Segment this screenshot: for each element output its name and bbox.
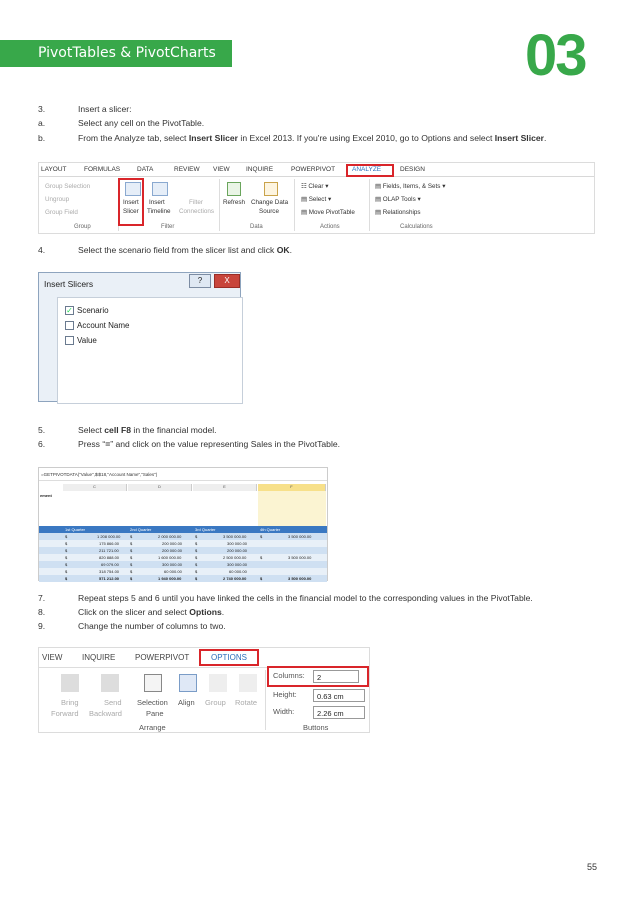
table-row: $ 1 208 000.00 $ 2 000 000.00 $ 3 500 000.00 $ 3 500 000.00 — [39, 533, 327, 540]
clear-button[interactable]: ☷ Clear ▾ — [301, 183, 329, 190]
header-q3: 3rd Quarter — [195, 527, 216, 532]
value-label: Value — [77, 336, 97, 345]
refresh-icon — [227, 182, 241, 196]
bring-forward-button[interactable]: Forward — [51, 709, 79, 718]
tab-review[interactable]: REVIEW — [174, 166, 200, 173]
table-row: $ 211 721.00 $ 200 000.00 $ 200 000.00 — [39, 547, 327, 554]
help-button[interactable]: ? — [189, 274, 211, 288]
ribbon-tab-bar — [39, 163, 594, 177]
insert-timeline-line1[interactable]: Insert — [149, 199, 165, 206]
send-backward-button[interactable]: Backward — [89, 709, 122, 718]
financial-model-spreadsheet — [38, 467, 328, 581]
account-name-label: Account Name — [77, 321, 130, 330]
insert-timeline-line2[interactable]: Timeline — [147, 208, 171, 215]
selection-pane-line1: Selection — [137, 698, 168, 707]
width-input[interactable]: 2.26 cm — [313, 706, 365, 719]
header-q2: 2nd Quarter — [130, 527, 152, 532]
columns-highlight — [267, 666, 369, 687]
table-row: $ 318 754.00 $ 60 000.00 $ 60 000.00 — [39, 568, 327, 575]
close-button[interactable]: X — [214, 274, 240, 288]
column-header-d: D — [128, 484, 192, 491]
table-row: $ 69 079.00 $ 300 000.00 $ 300 000.00 — [39, 561, 327, 568]
tab-options[interactable]: OPTIONS — [211, 653, 248, 662]
align-icon — [179, 674, 197, 692]
slicer-options-ribbon-screenshot — [38, 647, 370, 733]
section-header-bar — [0, 40, 232, 67]
tab-inquire[interactable]: INQUIRE — [82, 653, 116, 662]
height-label: Height: — [273, 690, 297, 699]
account-name-checkbox[interactable] — [65, 321, 74, 330]
change-data-source-icon — [264, 182, 278, 196]
group-selection-button[interactable]: Group Selection — [45, 183, 91, 190]
analyze-ribbon-screenshot — [38, 162, 595, 234]
selection-pane-button[interactable]: Pane — [146, 709, 164, 718]
insert-slicer-line2: Slicer — [123, 208, 139, 215]
tab-powerpivot[interactable]: POWERPIVOT — [291, 166, 336, 173]
divider — [219, 179, 220, 231]
olap-tools-button[interactable]: ▤ OLAP Tools ▾ — [375, 196, 421, 203]
tab-formulas[interactable]: FORMULAS — [84, 166, 121, 173]
timeline-icon — [152, 182, 168, 196]
section-title: PivotTables & PivotCharts — [38, 45, 216, 61]
table-row: $ 820 888.00 $ 1 600 000.00 $ 2 500 000.00 $ 3 500 000.00 — [39, 554, 327, 561]
table-row: $ 175 866.00 $ 200 000.00 $ 300 000.00 — [39, 540, 327, 547]
table-row: $ 571 212.00 $ 1 940 000.00 $ 2 740 000.00 $ 3 500 000.00 — [39, 575, 327, 582]
align-button[interactable]: Align — [178, 698, 195, 707]
tab-inquire[interactable]: INQUIRE — [246, 166, 274, 173]
insert-slicer-button[interactable] — [118, 178, 144, 226]
group-icon — [209, 674, 227, 692]
data-label: Data — [250, 224, 263, 230]
group-label: Group — [74, 224, 91, 230]
group-button[interactable]: Group — [205, 698, 226, 707]
send-backward-line1: Send — [104, 698, 122, 707]
select-button[interactable]: ▤ Select ▾ — [301, 196, 332, 203]
analyze-tab-highlight — [346, 164, 394, 177]
columns-input[interactable]: 2 — [313, 670, 359, 683]
rotate-button[interactable]: Rotate — [235, 698, 258, 707]
change-data-source-line2[interactable]: Source — [259, 208, 279, 215]
filter-connections-line1[interactable]: Filter — [189, 199, 203, 206]
width-label: Width: — [273, 707, 295, 716]
tab-view[interactable]: VIEW — [42, 653, 63, 662]
rotate-icon — [239, 674, 257, 692]
tab-layout[interactable]: LAYOUT — [41, 166, 67, 173]
scenario-label: Scenario — [77, 306, 109, 315]
tab-design[interactable]: DESIGN — [400, 166, 425, 173]
header-q4: 4th Quarter — [260, 527, 281, 532]
send-backward-icon — [101, 674, 119, 692]
page-number: 55 — [587, 862, 598, 872]
insert-slicers-dialog — [38, 272, 241, 402]
tab-powerpivot[interactable]: POWERPIVOT — [135, 653, 190, 662]
column-header-f: F — [258, 484, 326, 491]
filter-label: Filter — [161, 224, 175, 230]
calculations-label: Calculations — [400, 224, 433, 230]
group-field-button[interactable]: Group Field — [45, 209, 78, 216]
value-checkbox[interactable] — [65, 336, 74, 345]
buttons-label: Buttons — [303, 723, 329, 732]
selection-pane-icon — [144, 674, 162, 692]
ungroup-button[interactable]: Ungroup — [45, 196, 70, 203]
tab-data[interactable]: DATA — [137, 166, 154, 173]
filter-connections-line2[interactable]: Connections — [179, 208, 215, 215]
tab-view[interactable]: VIEW — [213, 166, 230, 173]
dialog-title: Insert Slicers — [44, 279, 94, 289]
relationships-button[interactable]: ▤ Relationships — [375, 209, 421, 216]
formula-bar[interactable]: =GETPIVOTDATA("Value",$I$18,"Account Name","Sales") — [39, 468, 327, 481]
chapter-number: 03 — [525, 23, 586, 88]
arrange-label: Arrange — [139, 723, 166, 732]
tab-analyze[interactable]: ANALYZE — [352, 166, 382, 173]
columns-label: Columns: — [273, 671, 305, 680]
insert-slicer-line1: Insert — [123, 199, 139, 206]
divider — [294, 179, 295, 231]
bring-forward-icon — [61, 674, 79, 692]
refresh-button[interactable]: Refresh — [223, 199, 246, 206]
bring-forward-line1: Bring — [61, 698, 79, 707]
scenario-checkbox[interactable]: ✓ — [66, 306, 73, 315]
height-input[interactable]: 0.63 cm — [313, 689, 365, 702]
fields-items-sets-button[interactable]: ▤ Fields, Items, & Sets ▾ — [375, 183, 446, 190]
change-data-source-line1[interactable]: Change Data — [251, 199, 289, 206]
column-header-c: C — [63, 484, 127, 491]
column-header-e: E — [193, 484, 257, 491]
divider — [369, 179, 370, 231]
row-label: ement — [40, 493, 52, 498]
move-pivottable-button[interactable]: ▤ Move PivotTable — [301, 209, 355, 216]
selected-column-f — [258, 491, 326, 526]
options-tab-highlight — [199, 649, 259, 666]
actions-label: Actions — [320, 224, 340, 230]
divider — [265, 670, 266, 730]
header-q1: 1st Quarter — [65, 527, 86, 532]
